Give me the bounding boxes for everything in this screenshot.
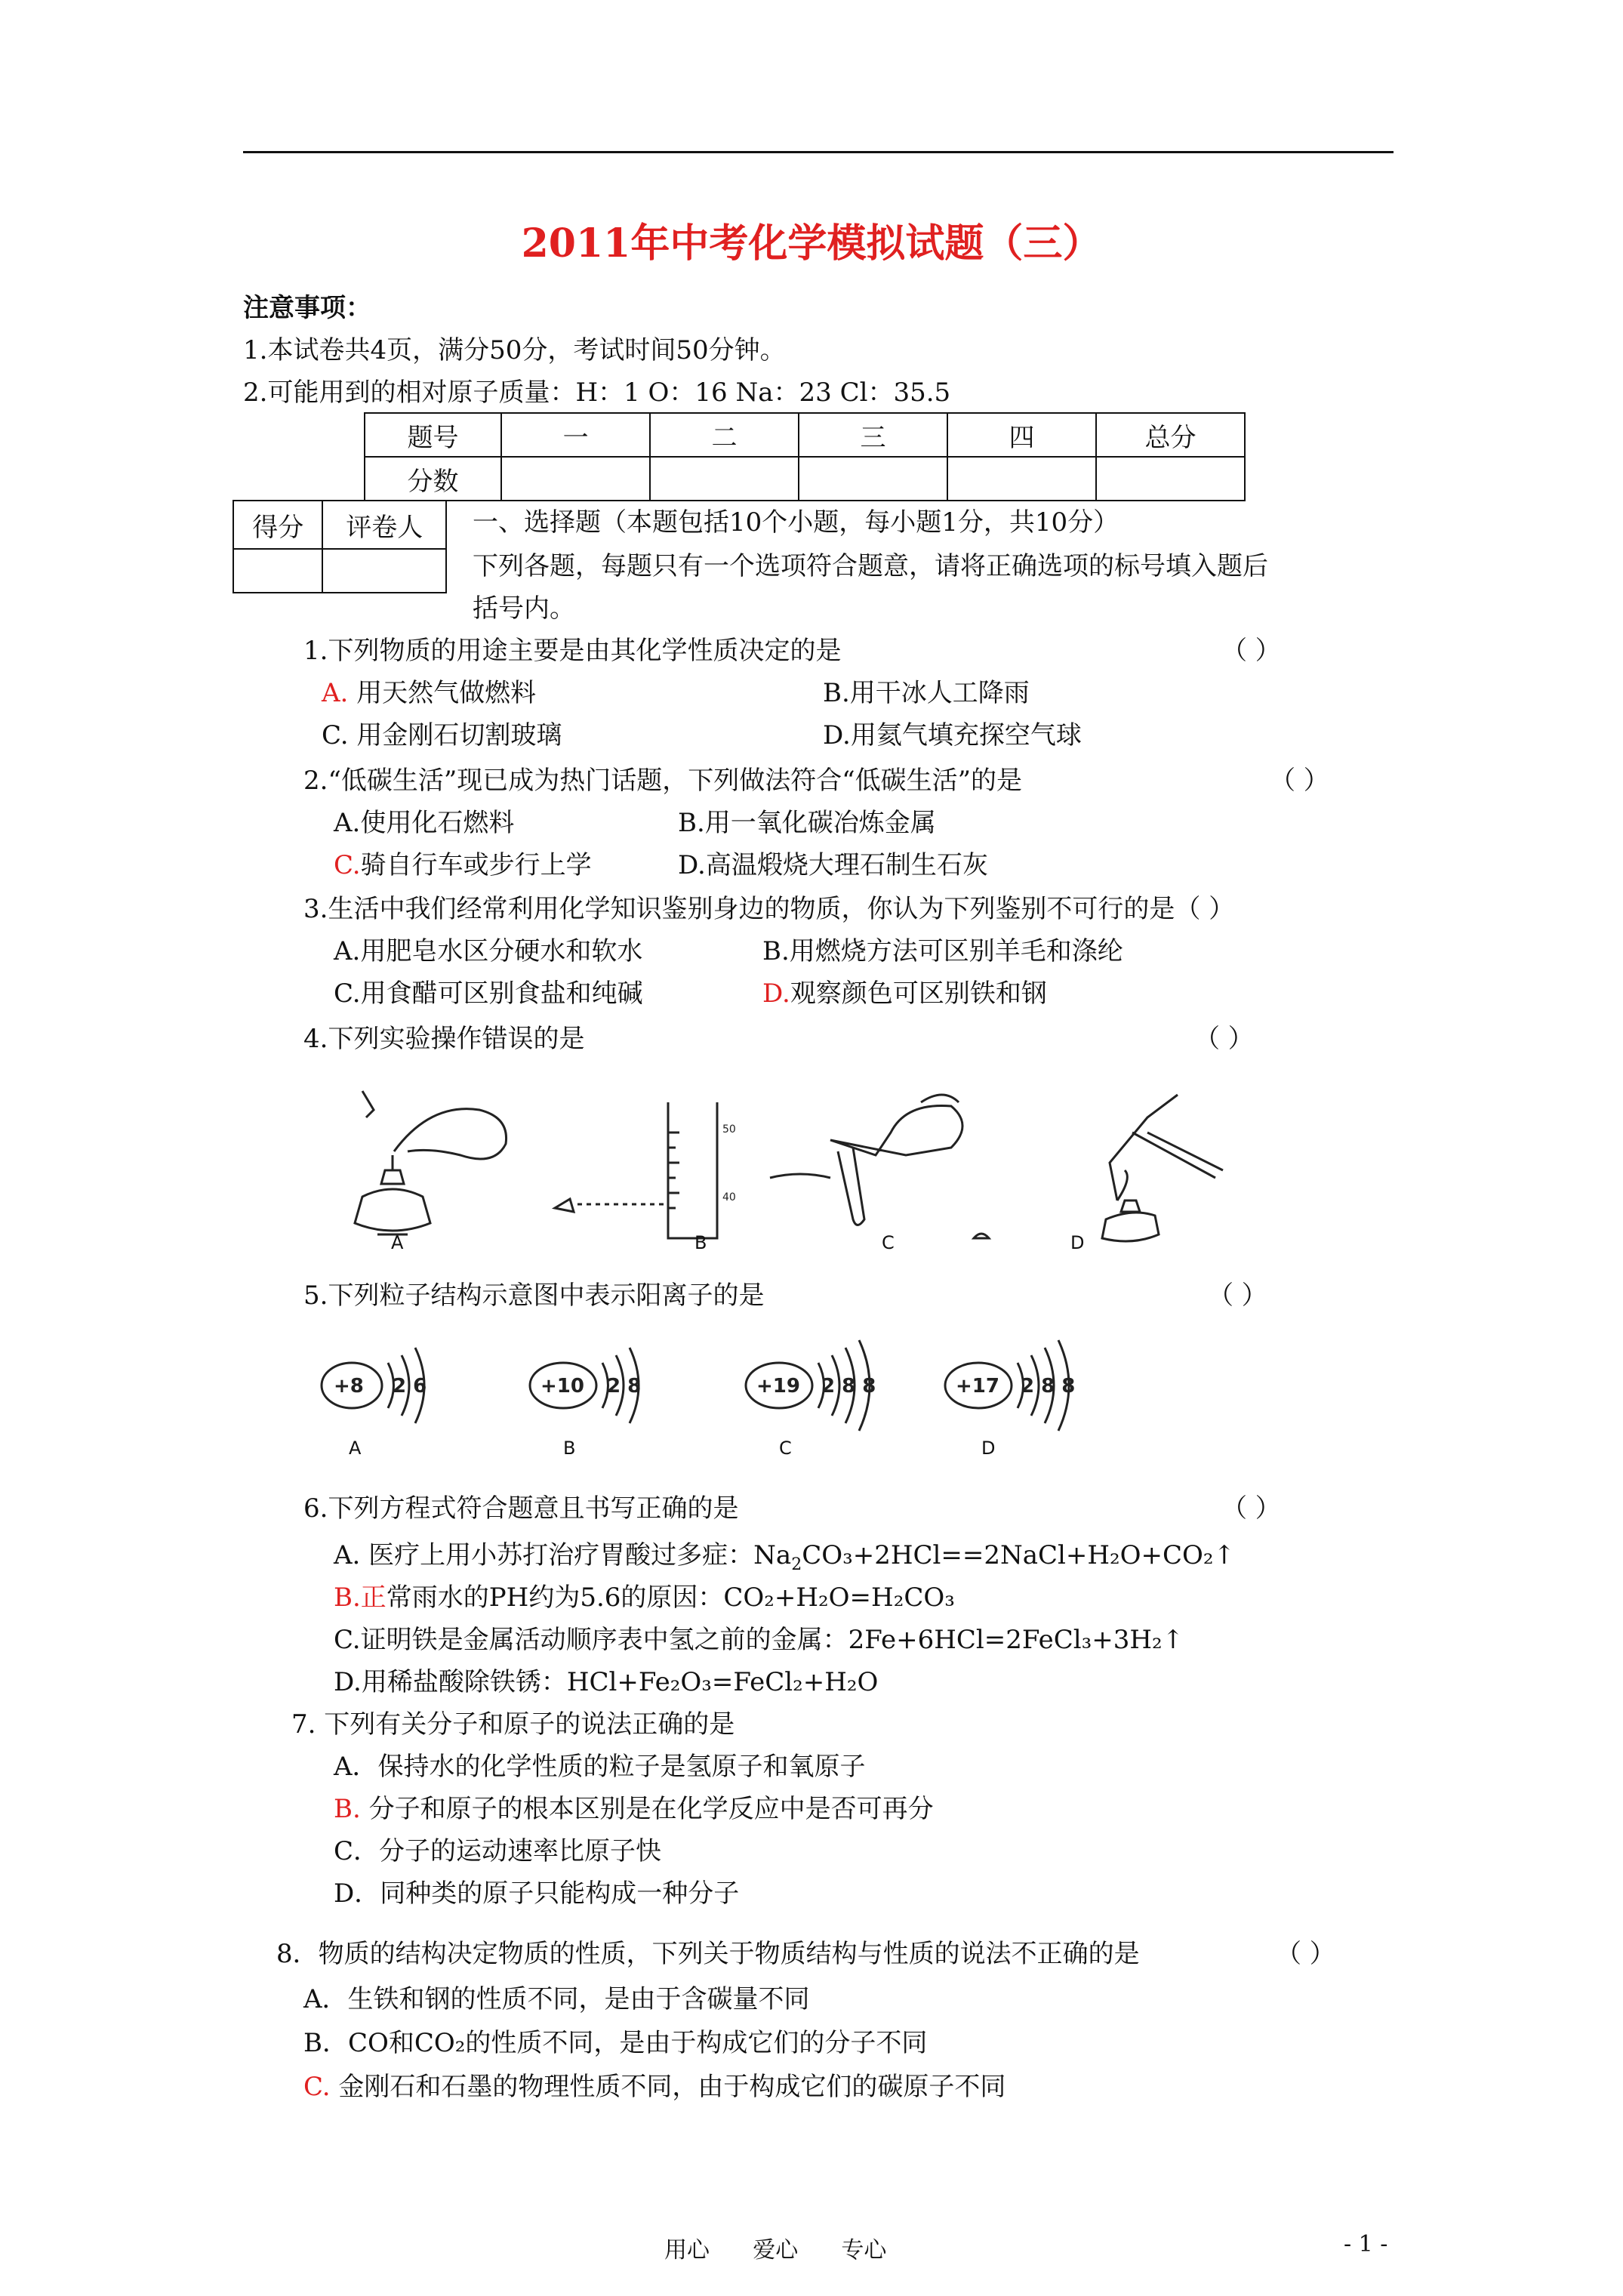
q1-stem: 1.下列物质的用途主要是由其化学性质决定的是 [303,636,842,666]
q1-option-b: B.用干冰人工降雨 [823,678,1030,708]
q4-figure-a [355,1091,507,1234]
section1-heading: 一、选择题（本题包括10个小题，每小题1分，共10分） [473,507,1119,538]
q6-option-a-equation: CO₃+2HCl==2NaCl+H₂O+CO₂↑ [802,1540,1236,1570]
q3-option-d-letter: D. [762,978,790,1009]
q4-figure-b [555,1102,717,1238]
q1-answer-paren: （ ） [1221,636,1281,666]
q1-option-c: C. 用金刚石切割玻璃 [322,720,562,750]
grader-table [233,500,447,593]
q5-nucleus-d: +17 [956,1375,999,1398]
q4-figures [347,1087,1253,1253]
score-row-label: 分数 [365,457,501,501]
q3-stem: 3.生活中我们经常利用化学知识鉴别身边的物质，你认为下列鉴别不可行的是（ ） [303,894,1235,924]
q1-option-d: D.用氦气填充探空气球 [823,720,1082,750]
q8-stem: 8．物质的结构决定物质的性质，下列关于物质结构与性质的说法不正确的是 [276,1939,1140,1969]
q4-answer-paren: （ ） [1194,1024,1254,1054]
q7-option-b-letter: B. [334,1794,361,1824]
q6-stem: 6.下列方程式符合题意且书写正确的是 [303,1493,739,1524]
score-cell [947,457,1096,501]
footer-motto: 用心 爱心 专心 [664,2237,887,2264]
q5-label-c: C [779,1438,792,1459]
q6-option-b-text: 常雨水的PH约为5.6的原因：CO₂+H₂O=H₂CO₃ [386,1583,955,1613]
q6-answer-paren: （ ） [1221,1493,1281,1524]
q2-option-c [334,850,592,880]
grader-score-label: 得分 [233,501,322,549]
q3-option-d-text: 观察颜色可区别铁和钢 [790,978,1047,1009]
score-header-cell: 四 [947,413,1096,457]
q2-option-c-letter: C. [334,850,361,880]
q7-option-b-text: 分子和原子的根本区别是在化学反应中是否可再分 [360,1794,934,1824]
q6-option-b-red-char: 正 [360,1583,387,1613]
notes-line-1: 1.本试卷共4页，满分50分，考试时间50分钟。 [243,335,786,365]
q2-option-d: D.高温煅烧大理石制生石灰 [678,850,988,880]
q2-stem: 2.“低碳生活”现已成为热门话题，下列做法符合“低碳生活”的是 [303,766,1022,796]
q5-shells-b: 2 8 [607,1375,642,1398]
q1-option-a-letter: A. [322,678,349,708]
q6-option-c: C.证明铁是金属活动顺序表中氢之前的金属：2Fe+6HCl=2FeCl₃+3H₂↑ [334,1625,1184,1655]
q2-option-c-text: 骑自行车或步行上学 [360,850,592,880]
q6-option-a-sub: 2 [791,1555,802,1574]
header-rule [243,151,1394,153]
q4-label-c: C [882,1232,895,1253]
q7-stem: 7. 下列有关分子和原子的说法正确的是 [291,1709,735,1740]
q6-option-d: D.用稀盐酸除铁锈：HCl+Fe₂O₃=FeCl₂+H₂O [334,1667,879,1697]
q6-option-a [334,1540,1235,1580]
notes-heading: 注意事项： [243,293,371,323]
q7-option-a: A．保持水的化学性质的粒子是氢原子和氧原子 [334,1752,866,1782]
q4-figure-c [770,1095,989,1238]
q5-shells-d: 2 8 8 [1021,1375,1076,1398]
q5-nucleus-c: +19 [756,1375,800,1398]
q3-option-b: B.用燃烧方法可区别羊毛和涤纶 [762,936,1123,966]
q4-figure-d [1102,1095,1223,1241]
q4-cylinder-mark-50: 50 [722,1123,736,1136]
score-header-cell: 一 [501,413,650,457]
q6-option-b [334,1583,955,1613]
score-header-cell: 三 [799,413,947,457]
q5-label-d: D [981,1438,996,1459]
q8-option-a: A．生铁和钢的性质不同，是由于含碳量不同 [303,1984,810,2014]
page-title: 2011年中考化学模拟试题（三） [521,220,1102,267]
q4-label-d: D [1070,1232,1085,1253]
q5-label-a: A [349,1438,362,1459]
q5-shells-c: 2 8 8 [821,1375,876,1398]
q2-option-b: B.用一氧化碳冶炼金属 [678,808,936,838]
score-cell [501,457,650,501]
q5-answer-paren: （ ） [1208,1281,1267,1311]
score-header-cell: 题号 [365,413,501,457]
q6-option-b-letter: B. [334,1583,361,1613]
q7-option-b [334,1794,934,1824]
q8-option-b: B．CO和CO₂的性质不同，是由于构成它们的分子不同 [303,2028,928,2058]
q4-label-b: B [694,1232,707,1253]
score-header-cell: 总分 [1096,413,1245,457]
score-cell [650,457,799,501]
q5-shells-a: 2 6 [393,1375,427,1398]
q5-figures [320,1336,1150,1450]
q3-option-d [762,978,1047,1009]
q8-option-c-letter: C. [303,2072,331,2102]
score-table [364,412,1246,501]
q4-stem: 4.下列实验操作错误的是 [303,1024,585,1054]
q4-cylinder-mark-40: 40 [722,1191,736,1203]
q1-option-a [322,678,536,708]
q8-option-c [303,2072,1006,2102]
q8-answer-paren: （ ） [1276,1939,1335,1969]
score-cell [1096,457,1245,501]
score-header-cell: 二 [650,413,799,457]
q5-nucleus-b: +10 [540,1375,584,1398]
grader-name-cell [322,549,446,593]
q3-option-c: C.用食醋可区别食盐和纯碱 [334,978,643,1009]
q2-option-a: A.使用化石燃料 [334,808,515,838]
q5-stem: 5.下列粒子结构示意图中表示阳离子的是 [303,1281,765,1311]
q7-option-c: C．分子的运动速率比原子快 [334,1836,662,1866]
grader-name-label: 评卷人 [322,501,446,549]
section1-instruction-cont: 括号内。 [473,593,575,624]
q5-label-b: B [563,1438,576,1459]
q7-option-d: D．同种类的原子只能构成一种分子 [334,1878,740,1909]
q2-answer-paren: （ ） [1270,766,1329,796]
grader-score-cell [233,549,322,593]
q6-option-a-prefix: A. 医疗上用小苏打治疗胃酸过多症：Na [334,1540,792,1570]
notes-line-2: 2.可能用到的相对原子质量：H：1 O：16 Na：23 Cl：35.5 [243,378,951,408]
q5-nucleus-a: +8 [334,1375,364,1398]
section1-instruction: 下列各题，每题只有一个选项符合题意，请将正确选项的标号填入题后 [473,551,1268,581]
score-cell [799,457,947,501]
q1-option-a-text: 用天然气做燃料 [348,678,537,708]
q8-option-c-text: 金刚石和石墨的物理性质不同，由于构成它们的碳原子不同 [330,2072,1006,2102]
q4-label-a: A [391,1232,404,1253]
page-number: - 1 - [1344,2231,1388,2257]
q4-figure-svg [347,1087,1253,1253]
q5-figure-svg [320,1336,1150,1450]
q3-option-a: A.用肥皂水区分硬水和软水 [334,936,643,966]
